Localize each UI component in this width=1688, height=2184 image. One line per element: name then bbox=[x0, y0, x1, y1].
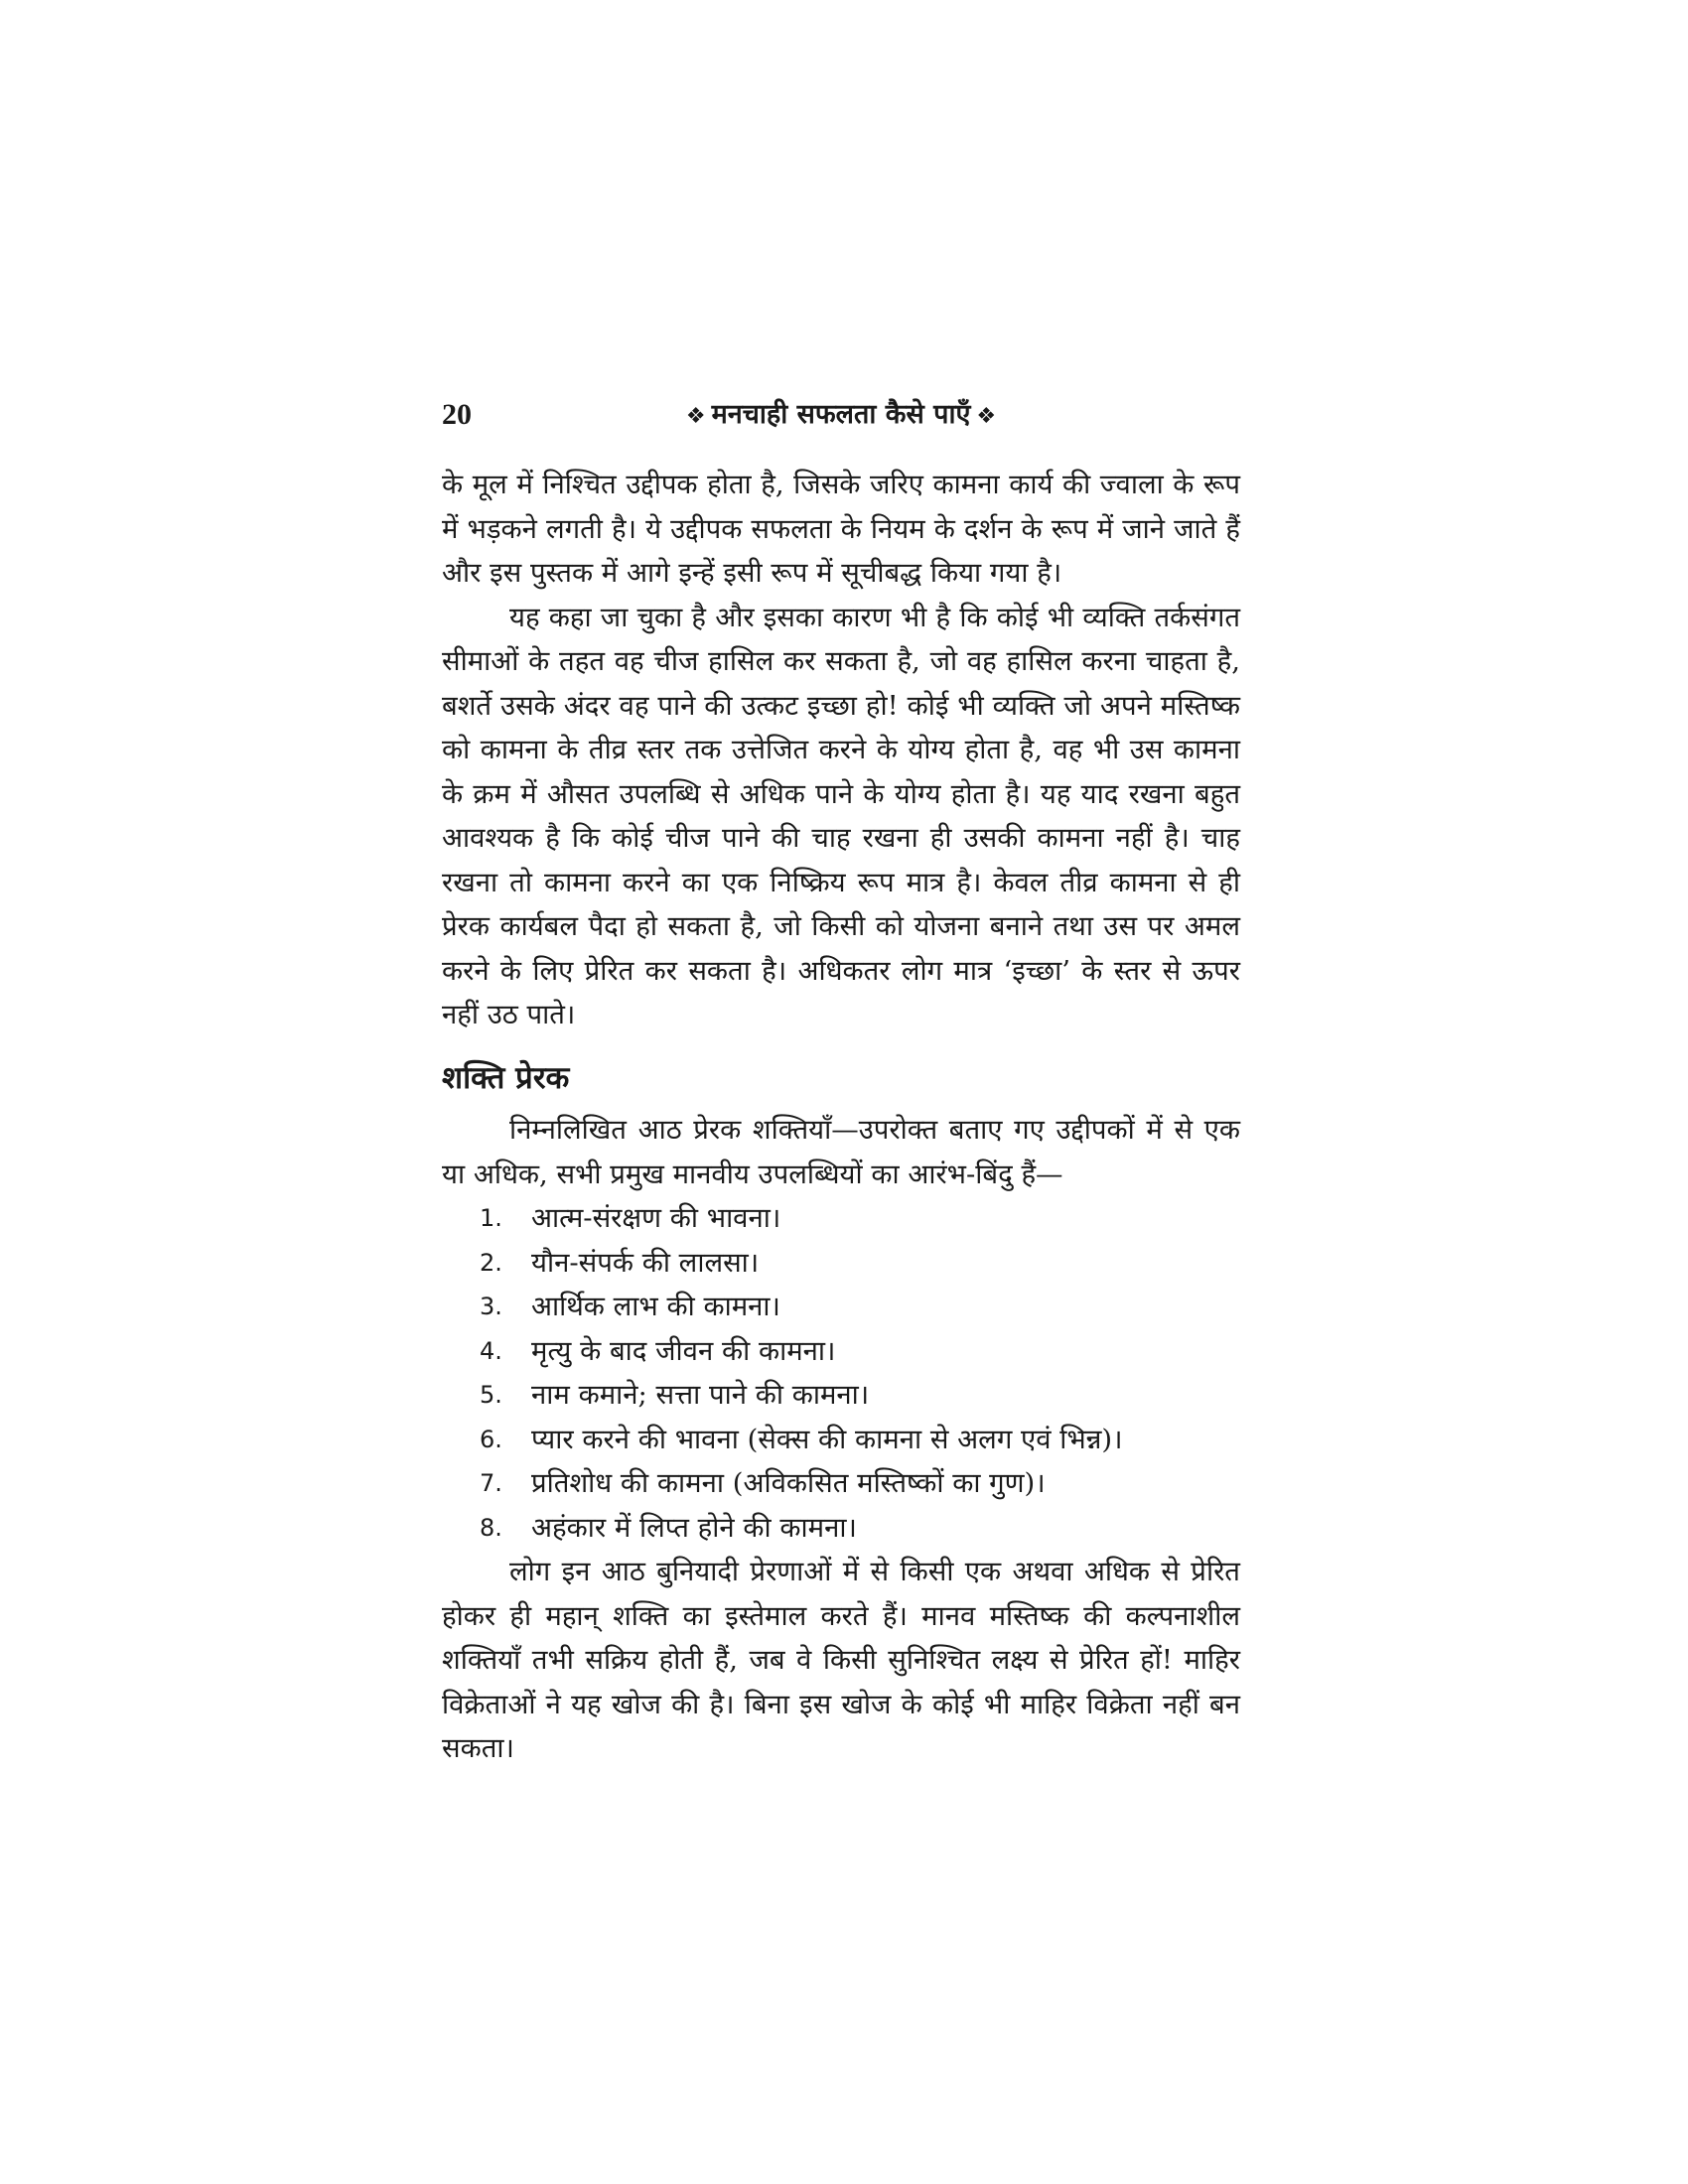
list-item bbox=[442, 1196, 1240, 1241]
list-item bbox=[442, 1285, 1240, 1329]
list-item-text: मृत्यु के बाद जीवन की कामना। bbox=[531, 1334, 836, 1367]
list-number: 7. bbox=[480, 1469, 502, 1497]
list-item bbox=[442, 1241, 1240, 1286]
paragraph-closing: लोग इन आठ बुनियादी प्रेरणाओं में से किसी एक अथवा अधिक से प्रेरित होकर ही महान् शक्ति का इस्तेमाल करते हैं। मानव मस्तिष्क की कल्पनाशील शक्तियाँ तभी सक्रिय होती हैं, जब वे किसी सुनिश्चित लक्ष्य से प्रेरित हों! माहिर विक्रेताओं ने यह खोज की है। बिना इस खोज के कोई भी माहिर विक्रेता नहीं बन सकता। bbox=[442, 1556, 1240, 1764]
list-item bbox=[442, 1418, 1240, 1462]
list-item bbox=[442, 1329, 1240, 1374]
list-number: 4. bbox=[480, 1336, 502, 1365]
list-number: 3. bbox=[480, 1293, 502, 1320]
list-item-text: यौन-संपर्क की लालसा। bbox=[531, 1246, 760, 1279]
paragraph-intro: निम्नलिखित आठ प्रेरक शक्तियाँ—उपरोक्त बताए गए उद्दीपकों में से एक या अधिक, सभी प्रमुख मानवीय उपलब्धियों का आरंभ-बिंदु हैं— bbox=[442, 1114, 1240, 1190]
page-number: 20 bbox=[442, 398, 472, 431]
list-item bbox=[442, 1506, 1240, 1551]
book-title: मनचाही सफलता कैसे पाएँ bbox=[711, 399, 971, 430]
list-item-text: आत्म-संरक्षण की भावना। bbox=[531, 1202, 781, 1234]
diamond-ornament-icon: ❖ bbox=[685, 404, 706, 429]
list-number: 8. bbox=[480, 1513, 502, 1542]
running-header bbox=[442, 395, 1240, 437]
list-item-text: आर्थिक लाभ की कामना। bbox=[531, 1291, 780, 1322]
list-item bbox=[442, 1373, 1240, 1418]
list-item-text: प्यार करने की भावना (सेक्स की कामना से अलग एवं भिन्न)। bbox=[531, 1423, 1123, 1455]
list-number: 5. bbox=[480, 1381, 502, 1409]
section-shakti-prerak bbox=[442, 1056, 1240, 1771]
paragraph-continued: के मूल में निश्चित उद्दीपक होता है, जिसके जरिए कामना कार्य की ज्वाला के रूप में भड़कने लगती है। ये उद्दीपक सफलता के नियम के दर्शन के रूप में जाने जाते हैं और इस पुस्तक में आगे इन्हें इसी रूप में सूचीबद्ध किया गया है। bbox=[442, 469, 1240, 589]
body-text-top bbox=[442, 463, 1240, 1037]
diamond-ornament-icon: ❖ bbox=[976, 404, 997, 429]
list-item-text: प्रतिशोध की कामना (अविकसित मस्तिष्कों का गुण)। bbox=[531, 1467, 1046, 1499]
paragraph: यह कहा जा चुका है और इसका कारण भी है कि कोई भी व्यक्ति तर्कसंगत सीमाओं के तहत वह चीज हासिल कर सकता है, जो वह हासिल करना चाहता है, बशर्ते उसके अंदर वह पाने की उत्कट इच्छा हो! कोई भी व्यक्ति जो अपने मस्तिष्क को कामना के तीव्र स्तर तक उत्तेजित करने के योग्य होता है, वह भी उस कामना के क्रम में औसत उपलब्धि से अधिक पाने के योग्य होता है। यह याद रखना बहुत आवश्यक है कि कोई चीज पाने की चाह रखना ही उसकी कामना नहीं है। चाह रखना तो कामना करने का एक निष्क्रिय रूप मात्र है। केवल तीव्र कामना से ही प्रेरक कार्यबल पैदा हो सकता है, जो किसी को योजना बनाने तथा उस पर अमल करने के लिए प्रेरित कर सकता है। अधिकतर लोग मात्र ‘इच्छा’ के स्तर से ऊपर नहीं उठ पाते। bbox=[442, 601, 1240, 1030]
list-number: 2. bbox=[480, 1248, 502, 1277]
motive-list bbox=[442, 1196, 1240, 1550]
list-item bbox=[442, 1461, 1240, 1506]
list-item-text: अहंकार में लिप्त होने की कामना। bbox=[531, 1511, 857, 1544]
list-number: 6. bbox=[480, 1425, 502, 1453]
list-number: 1. bbox=[480, 1204, 502, 1232]
list-item-text: नाम कमाने; सत्ता पाने की कामना। bbox=[531, 1379, 870, 1411]
section-heading: शक्ति प्रेरक bbox=[442, 1060, 570, 1096]
